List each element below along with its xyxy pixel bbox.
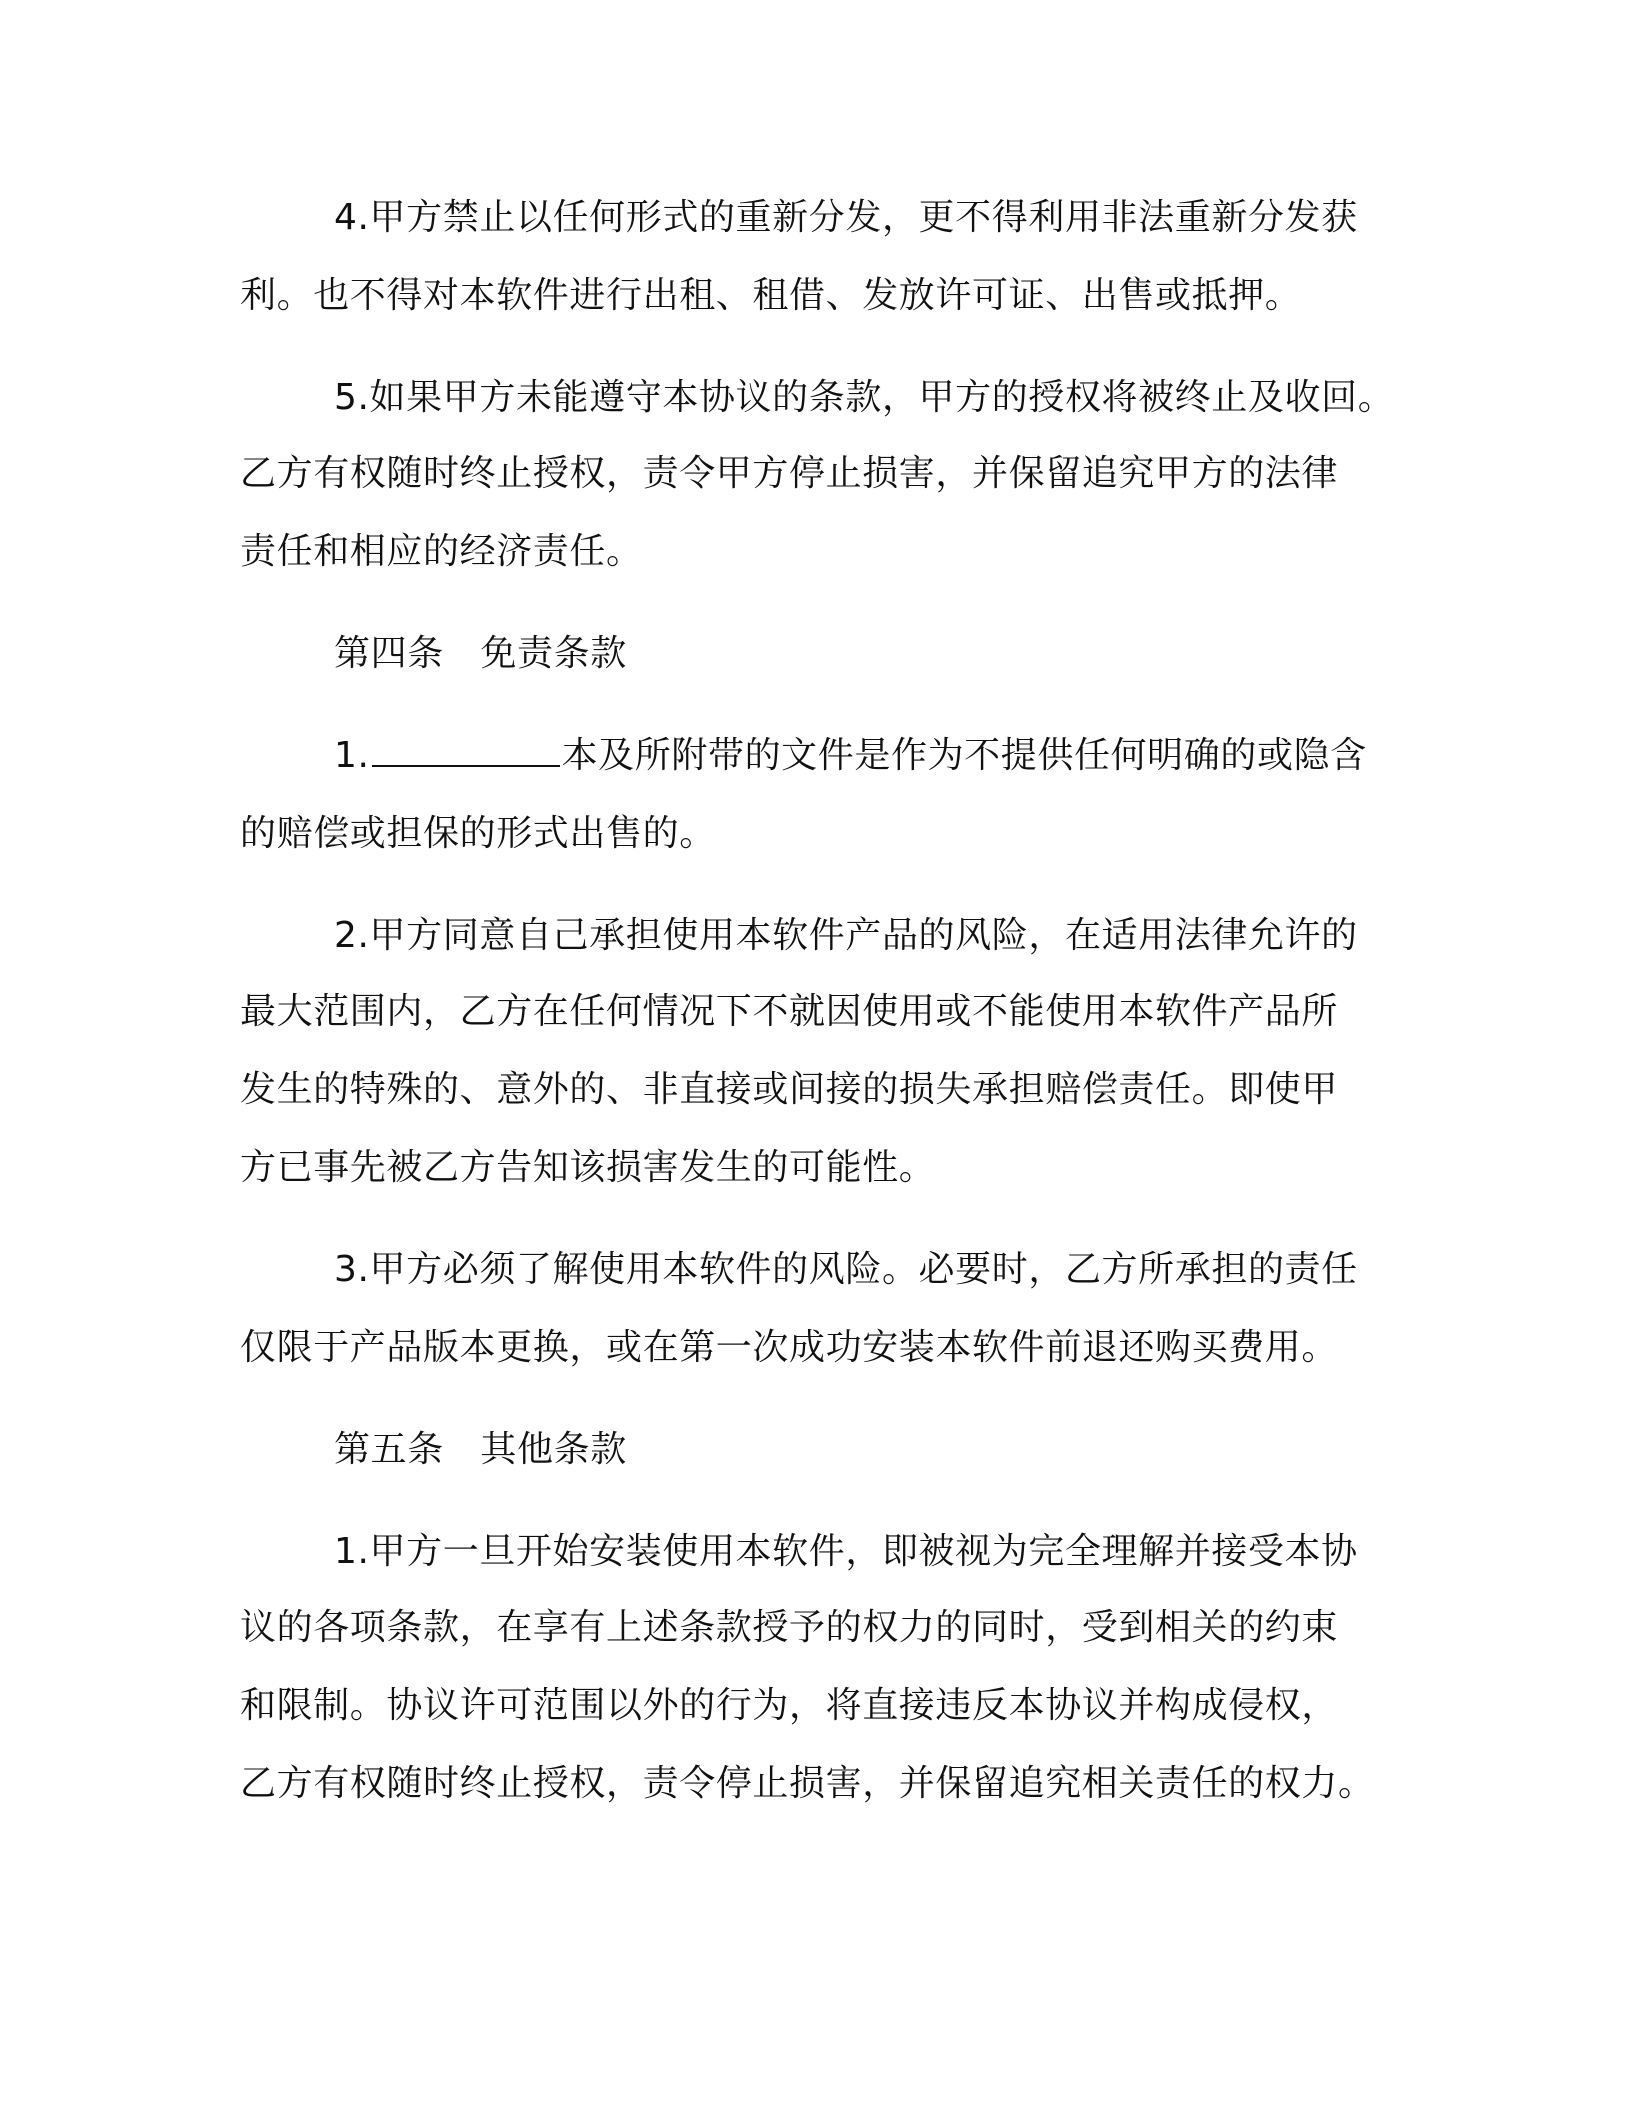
article-4-item-2-line-4: 方已事先被乙方告知该损害发生的可能性。 <box>240 1147 936 1188</box>
article-4-item-3-line-2: 仅限于产品版本更换，或在第一次成功安装本软件前退还购买费用。 <box>240 1327 1339 1368</box>
paragraph-5-line-3: 责任和相应的经济责任。 <box>240 531 643 572</box>
article-4-item-1-line-1 <box>334 734 1367 778</box>
article-4-item-2-line-1: 2.甲方同意自己承担使用本软件产品的风险，在适用法律允许的 <box>334 915 1358 956</box>
paragraph-5-line-1: 5.如果甲方未能遵守本协议的条款，甲方的授权将被终止及收回。 <box>334 377 1395 418</box>
article-4-item-2-line-3: 发生的特殊的、意外的、非直接或间接的损失承担赔偿责任。即使甲 <box>240 1069 1339 1110</box>
paragraph-5-line-2: 乙方有权随时终止授权，责令甲方停止损害，并保留追究甲方的法律 <box>240 453 1339 494</box>
article-5-item-1-line-2: 议的各项条款，在享有上述条款授予的权力的同时，受到相关的约束 <box>240 1607 1339 1648</box>
paragraph-4-line-2: 利。也不得对本软件进行出租、租借、发放许可证、出售或抵押。 <box>240 275 1302 316</box>
article-4-heading: 第四条 免责条款 <box>334 633 627 674</box>
article-5-item-1-line-4: 乙方有权随时终止授权，责令停止损害，并保留追究相关责任的权力。 <box>240 1763 1375 1804</box>
item-number: 1. <box>334 735 370 776</box>
article-4-item-2-line-2: 最大范围内，乙方在任何情况下不就因使用或不能使用本软件产品所 <box>240 991 1339 1032</box>
paragraph-4-line-1: 4.甲方禁止以任何形式的重新分发，更不得利用非法重新分发获 <box>334 197 1358 238</box>
article-5-item-1-line-3: 和限制。协议许可范围以外的行为，将直接违反本协议并构成侵权， <box>240 1685 1339 1726</box>
article-5-heading: 第五条 其他条款 <box>334 1429 627 1470</box>
item-text: 本及所附带的文件是作为不提供任何明确的或隐含 <box>561 735 1367 776</box>
article-4-item-3-line-1: 3.甲方必须了解使用本软件的风险。必要时，乙方所承担的责任 <box>334 1249 1358 1290</box>
article-5-item-1-line-1: 1.甲方一旦开始安装使用本软件，即被视为完全理解并接受本协 <box>334 1531 1358 1572</box>
fill-in-blank <box>372 735 560 767</box>
article-4-item-1-line-2: 的赔偿或担保的形式出售的。 <box>240 813 716 854</box>
